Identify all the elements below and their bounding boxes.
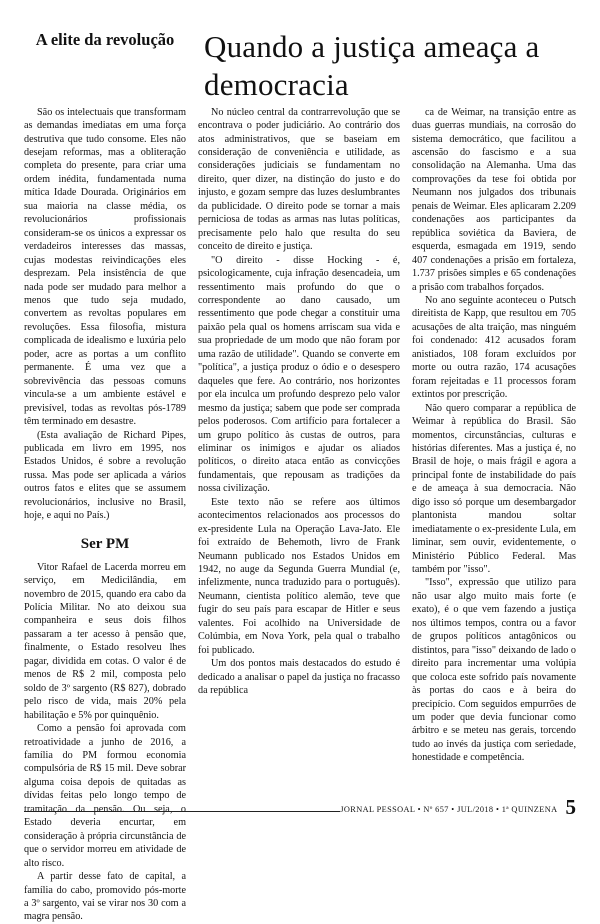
paragraph: No ano seguinte aconteceu o Putsch direitista de Kapp, que resultou em 705 acusações de alta traição, mas ninguém foi condenado: 412 acusados foram anistiados, 108 foram excluídos por morte ou outra razão, 174 acusações foram rejeitadas e 11 processos foram extintos por prescrição. (412, 294, 576, 401)
paragraph: São os intelectuais que transformam as demandas imediatas em uma força destrutiva que tudo consome. Eles não desejam reformas, mas a obliteração completa do presente, para criar uma ordem inédita, fundamentada numa mítica Idade Dourada. Originários em sua maioria na classe média, os revolucionários profissionais consideram-se os únicos a expressar os verdadeiros interesses das massas, cujas modestas reivindicações eles desprezam. Pela insistência de que nada pode ser mudado para melhor a menos que tudo seja mudado, convertem as revoltas populares em revoluções. Essa filosofia, mistura complicada de idealismo e luxúria pelo poder, acre as portas a um conflito permanente. É uma vez que a sobrevivência das pessoas comuns vincula-se a um ambiente estável e previsível, todas as revoltas pós-1789 têm terminado em desastre. (24, 106, 186, 428)
page-top-area (24, 26, 576, 104)
paragraph: Não quero comparar a república de Weimar à república do Brasil. São momentos, circunstâncias, culturas e histórias diferentes. Mas a justiça é, no Brasil de hoje, o mais frágil e agora a principal fonte de instabilidade do país e de ameaça à sua democracia. Não digo isso só porque um desembargador plantonista mandou soltar imediatamente o ex-presidente Lula, em liminar, sem ouvir, evidentemente, o Ministério Público Federal. Mas também por "isso". (412, 402, 576, 576)
paragraph: "Isso", expressão que utilizo para não usar algo muito mais forte (e exato), é o que vem fazendo a justiça nos últimos tempos, contra ou a favor de grupos políticos antagônicos ou distintos, para "isso" deixando de lado o direito para incrementar uma volúpia que coloca este sofrido país novamente às portas do caos e à beira do precipício. Com seguidos empurrões de um poder que devia funcionar como árbitro e se meteu nas gerais, torcendo tudo ao invés da justiça com seriedade, honestidade e competência. (412, 577, 576, 764)
column-middle (196, 106, 410, 698)
paragraph: No núcleo central da contrarrevolução que se encontrava o poder judiciário. Ao contrário dos atos administrativos, que se baseiam em consideração de conveniência e utilidade, as considerações judiciais se fundamentam no direito, quer dizer, na distinção do justo e do injusto, e gozam sempre das luzes deslumbrantes da publicidade. O direito pode se tornar a mais perniciosa de todas as armas nas lutas políticas, precisamente pelo halo que resulta do seu conceito de direito e justiça. (198, 106, 400, 253)
footer-rule (24, 811, 340, 812)
paragraph: "O direito - disse Hocking - é, psicologicamente, cuja infração desencadeia, um ressentimento mais profundo do que o correspondente ao dano causado, um ressentimento que pode chegar a constituir uma paixão pela qual os homens arriscam sua vida e sua propriedade de um modo que não foram por uma razão de utilidade". Quando se converte em "política", a justiça produz o ódio e o desespero daqueles que fere. Ao contrário, nos horizontes por ela inculca um profundo desprezo pelo valor mesmo da justiça; sabem que pode ser comprada pelos poderosos. Com artifício para fortalecer a um grupo político às custas de outros, para eliminar os inimigos e ajudar os aliados políticos, o direito ataca então as convicções fundamentais, que repousam as tradições da nossa civilização. (198, 254, 400, 495)
footer-credit: JORNAL PESSOAL • Nº 657 • JUL/2018 • 1ª QUINZENA (340, 805, 558, 814)
left-section-title: Ser PM (80, 535, 130, 552)
left-column-head (24, 26, 196, 59)
main-headline-area (196, 26, 576, 104)
paragraph: A partir desse fato de capital, a família do cabo, promovido pós-morte a 3º sargento, vai se virar nos 30 com a magra pensão. (24, 871, 186, 923)
paragraph: Um dos pontos mais destacados do estudo é dedicado a analisar o papel da justiça no fracasso da república (198, 658, 400, 697)
column-right (410, 106, 576, 765)
paragraph: ca de Weimar, na transição entre as duas guerras mundiais, na corrosão do sistema democrático, que facilitou a ascensão do fascismo e a sua consolidação na Alemanha. Uma das comprovações da tese foi obtida por Neumann nos julgados dos tribunais penais de Weimar. Eles aplicaram 2.209 condenações aos participantes da república soviética da Baviera, de esquerda, esmagada em 1919, sendo 407 condenações a prisão em fortaleza, 1.737 prisões simples e 65 condenações a prisão com trabalhos forçados. (412, 106, 576, 293)
page-title: Quando a justiça ameaça a democracia (204, 29, 540, 102)
paragraph: Este texto não se refere aos últimos acontecimentos relacionados aos processos do ex-presidente Lula na Operação Lava-Jato. Ele foi extraído de Behemoth, livro de Frank Neumann publicado nos Estados Unidos em 1942, no auge da Segunda Guerra Mundial (e, infelizmente, nunca traduzido para o português). Neumann, cientista político alemão, teve que fugir do seu país para escapar de Hitler e seus valentes. Foi acolhido na Universidade de Colúmbia, em Nova York, pela qual o trabalho foi publicado. (198, 496, 400, 656)
paragraph: Vitor Rafael de Lacerda morreu em serviço, em Medicilândia, em novembro de 2015, quando era cabo da Polícia Militar. No ato deixou sua companheira e seus dois filhos passaram a ter acesso à pensão que, finalmente, o Estado resolveu lhes pagar, dividida em cotas. O valor é de menos de R$ 2 mil, composta pelo soldo de 3º sargento (R$ 827), dobrado pelo risco de vida, mais 20% pela habilitação e 5% por quinquênio. (24, 561, 186, 721)
paragraph: (Esta avaliação de Richard Pipes, publicada em livro em 1995, nos Estados Unidos, é sobre a revolução russa. Mas pode ser aplicada a vários outros fatos e elites que se assumem revolucionários, inclusive no Brasil, hoje, e aqui no País.) (24, 429, 186, 522)
page-number: 5 (565, 795, 576, 820)
page-footer (24, 795, 576, 820)
left-article-title: A elite da revolução (35, 30, 175, 49)
paragraph: Como a pensão foi aprovada com retroatividade a junho de 2016, a família do PM formou economia compulsória de R$ 15 mil. Deve sobrar alguma coisa depois de quitadas as dívidas feitas pelo longo tempo de tramitação da pensão. Ou seja, o Estado deveria encurtar, em consideração à própria circunstância de que o servidor morreu em atividade de alto risco. (24, 723, 186, 869)
